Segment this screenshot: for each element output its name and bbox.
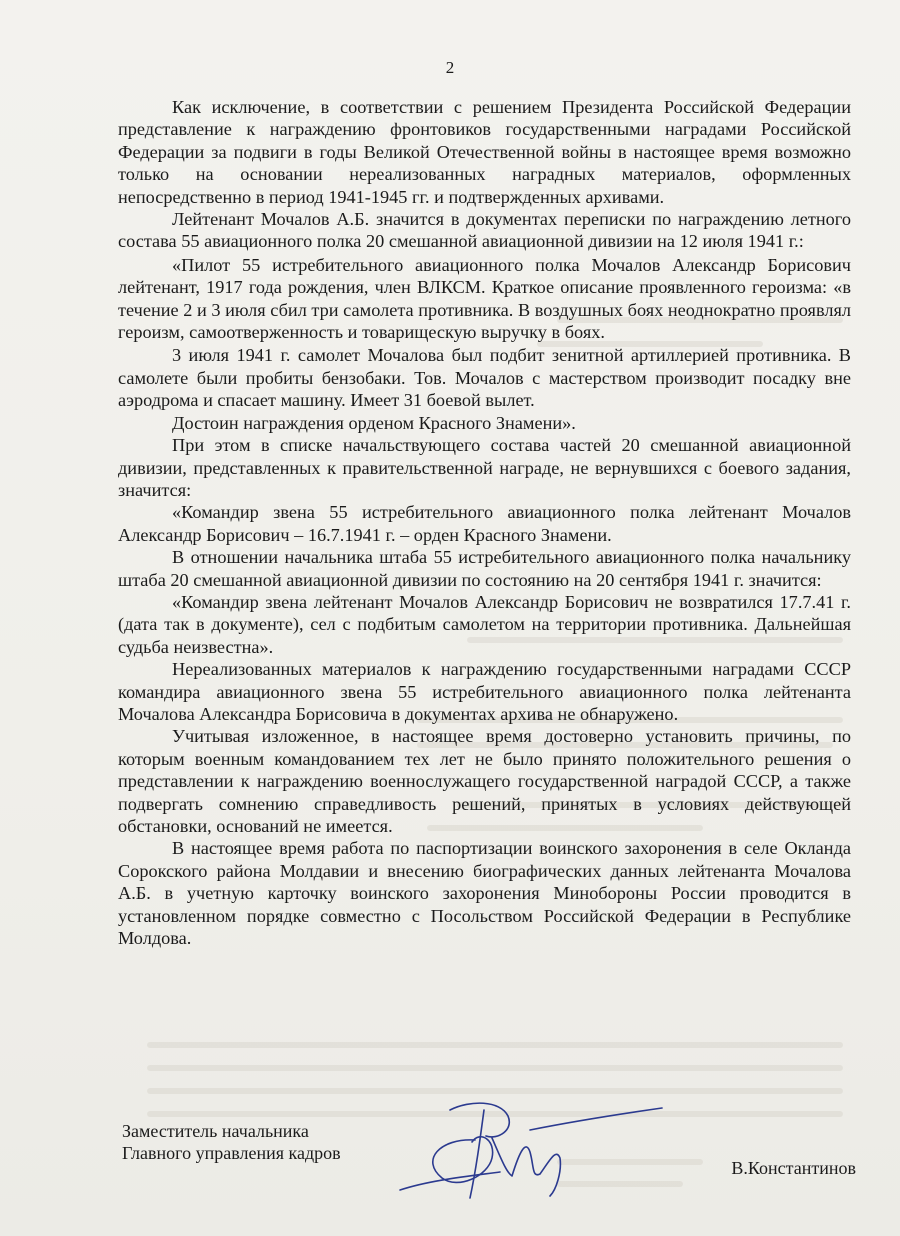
position-line-2: Главного управления кадров: [122, 1143, 341, 1163]
paragraph-exception: Как исключение, в соответствии с решением Президента Российской Федерации представление к награждению фронтовиков государственными наградами Российской Федерации за подвиги в годы Великой Отечественной войны в настоящее время возможно только на основании нереализованных наградных материалов, оформленных непосредственно в период 1941-1945 гг. и подтвержденных архивами.: [118, 97, 851, 207]
paragraph-chief-of-staff: В отношении начальника штаба 55 истребительного авиационного полка начальнику штаба 20 смешанной авиационной дивизии по состоянию на 20 сентября 1941 г. значится:: [118, 547, 851, 590]
handwritten-signature: [380, 1080, 670, 1210]
signatory-position: [122, 1120, 341, 1164]
paragraph-quote-not-returned: «Командир звена лейтенант Мочалов Александр Борисович не возвратился 17.7.41 г. (дата так в документе), сел с подбитым самолетом на территории противника. Дальнейшая судьба неизвестна».: [118, 591, 851, 657]
paragraph-quote-pilot: «Пилот 55 истребительного авиационного полка Мочалов Александр Борисович лейтенант, 1917 года рождения, член ВЛКСМ. Краткое описание проявленного героизма: «в течение 2 и 3 июля сбил три самолета противника. В воздушных боях неоднократно проявлял героизм, самоотверженность и товарищескую выручку в боях.: [118, 254, 851, 343]
paragraph-quote-worthy: Достоин награждения орденом Красного Знамени».: [172, 412, 576, 433]
signatory-name: В.Константинов: [731, 1158, 856, 1178]
paragraph-mochalov-listed: Лейтенант Мочалов А.Б. значится в документах переписки по награждению летного состава 55 авиационного полка 20 смешанной авиационной дивизии на 12 июля 1941 г.:: [118, 209, 851, 252]
paragraph-list-command: При этом в списке начальствующего состава частей 20 смешанной авиационной дивизии, представленных к правительственной награде, не вернувшихся с боевого задания, значится:: [118, 435, 851, 500]
position-line-1: Заместитель начальника: [122, 1121, 309, 1141]
paragraph-quote-commander: «Командир звена 55 истребительного авиационного полка лейтенант Мочалов Александр Борисович – 16.7.1941 г. – орден Красного Знамени.: [118, 502, 851, 545]
paragraph-not-found: Нереализованных материалов к награждению государственными наградами СССР командира авиационного звена 55 истребительного авиационного полка лейтенанта Мочалова Александра Борисовича в документах архива не обнаружено.: [118, 659, 851, 724]
letter-body: [118, 96, 851, 949]
paragraph-quote-july3: 3 июля 1941 г. самолет Мочалова был подбит зенитной артиллерией противника. В самолете были пробиты бензобаки. Тов. Мочалов с мастерством производит посадку вне аэродрома и спасает машину. Имеет 31 боевой вылет.: [118, 345, 851, 411]
paragraph-burial-passport: В настоящее время работа по паспортизации воинского захоронения в селе Окланда Сорокского района Молдавии и внесению биографических данных лейтенанта Мочалова А.Б. в учетную карточку воинского захоронения Минобороны России проводится в установленном порядке совместно с Посольством Российской Федерации в Республике Молдова.: [118, 838, 851, 949]
page-number: 2: [445, 58, 455, 77]
paragraph-conclusion: Учитывая изложенное, в настоящее время достоверно установить причины, по которым военным командованием тех лет не было принято положительного решения о представлении к награждению военнослужащего государственной наградой СССР, а также подвергать сомнению справедливость решений, принятых в условиях действующей обстановки, оснований не имеется.: [118, 726, 851, 836]
